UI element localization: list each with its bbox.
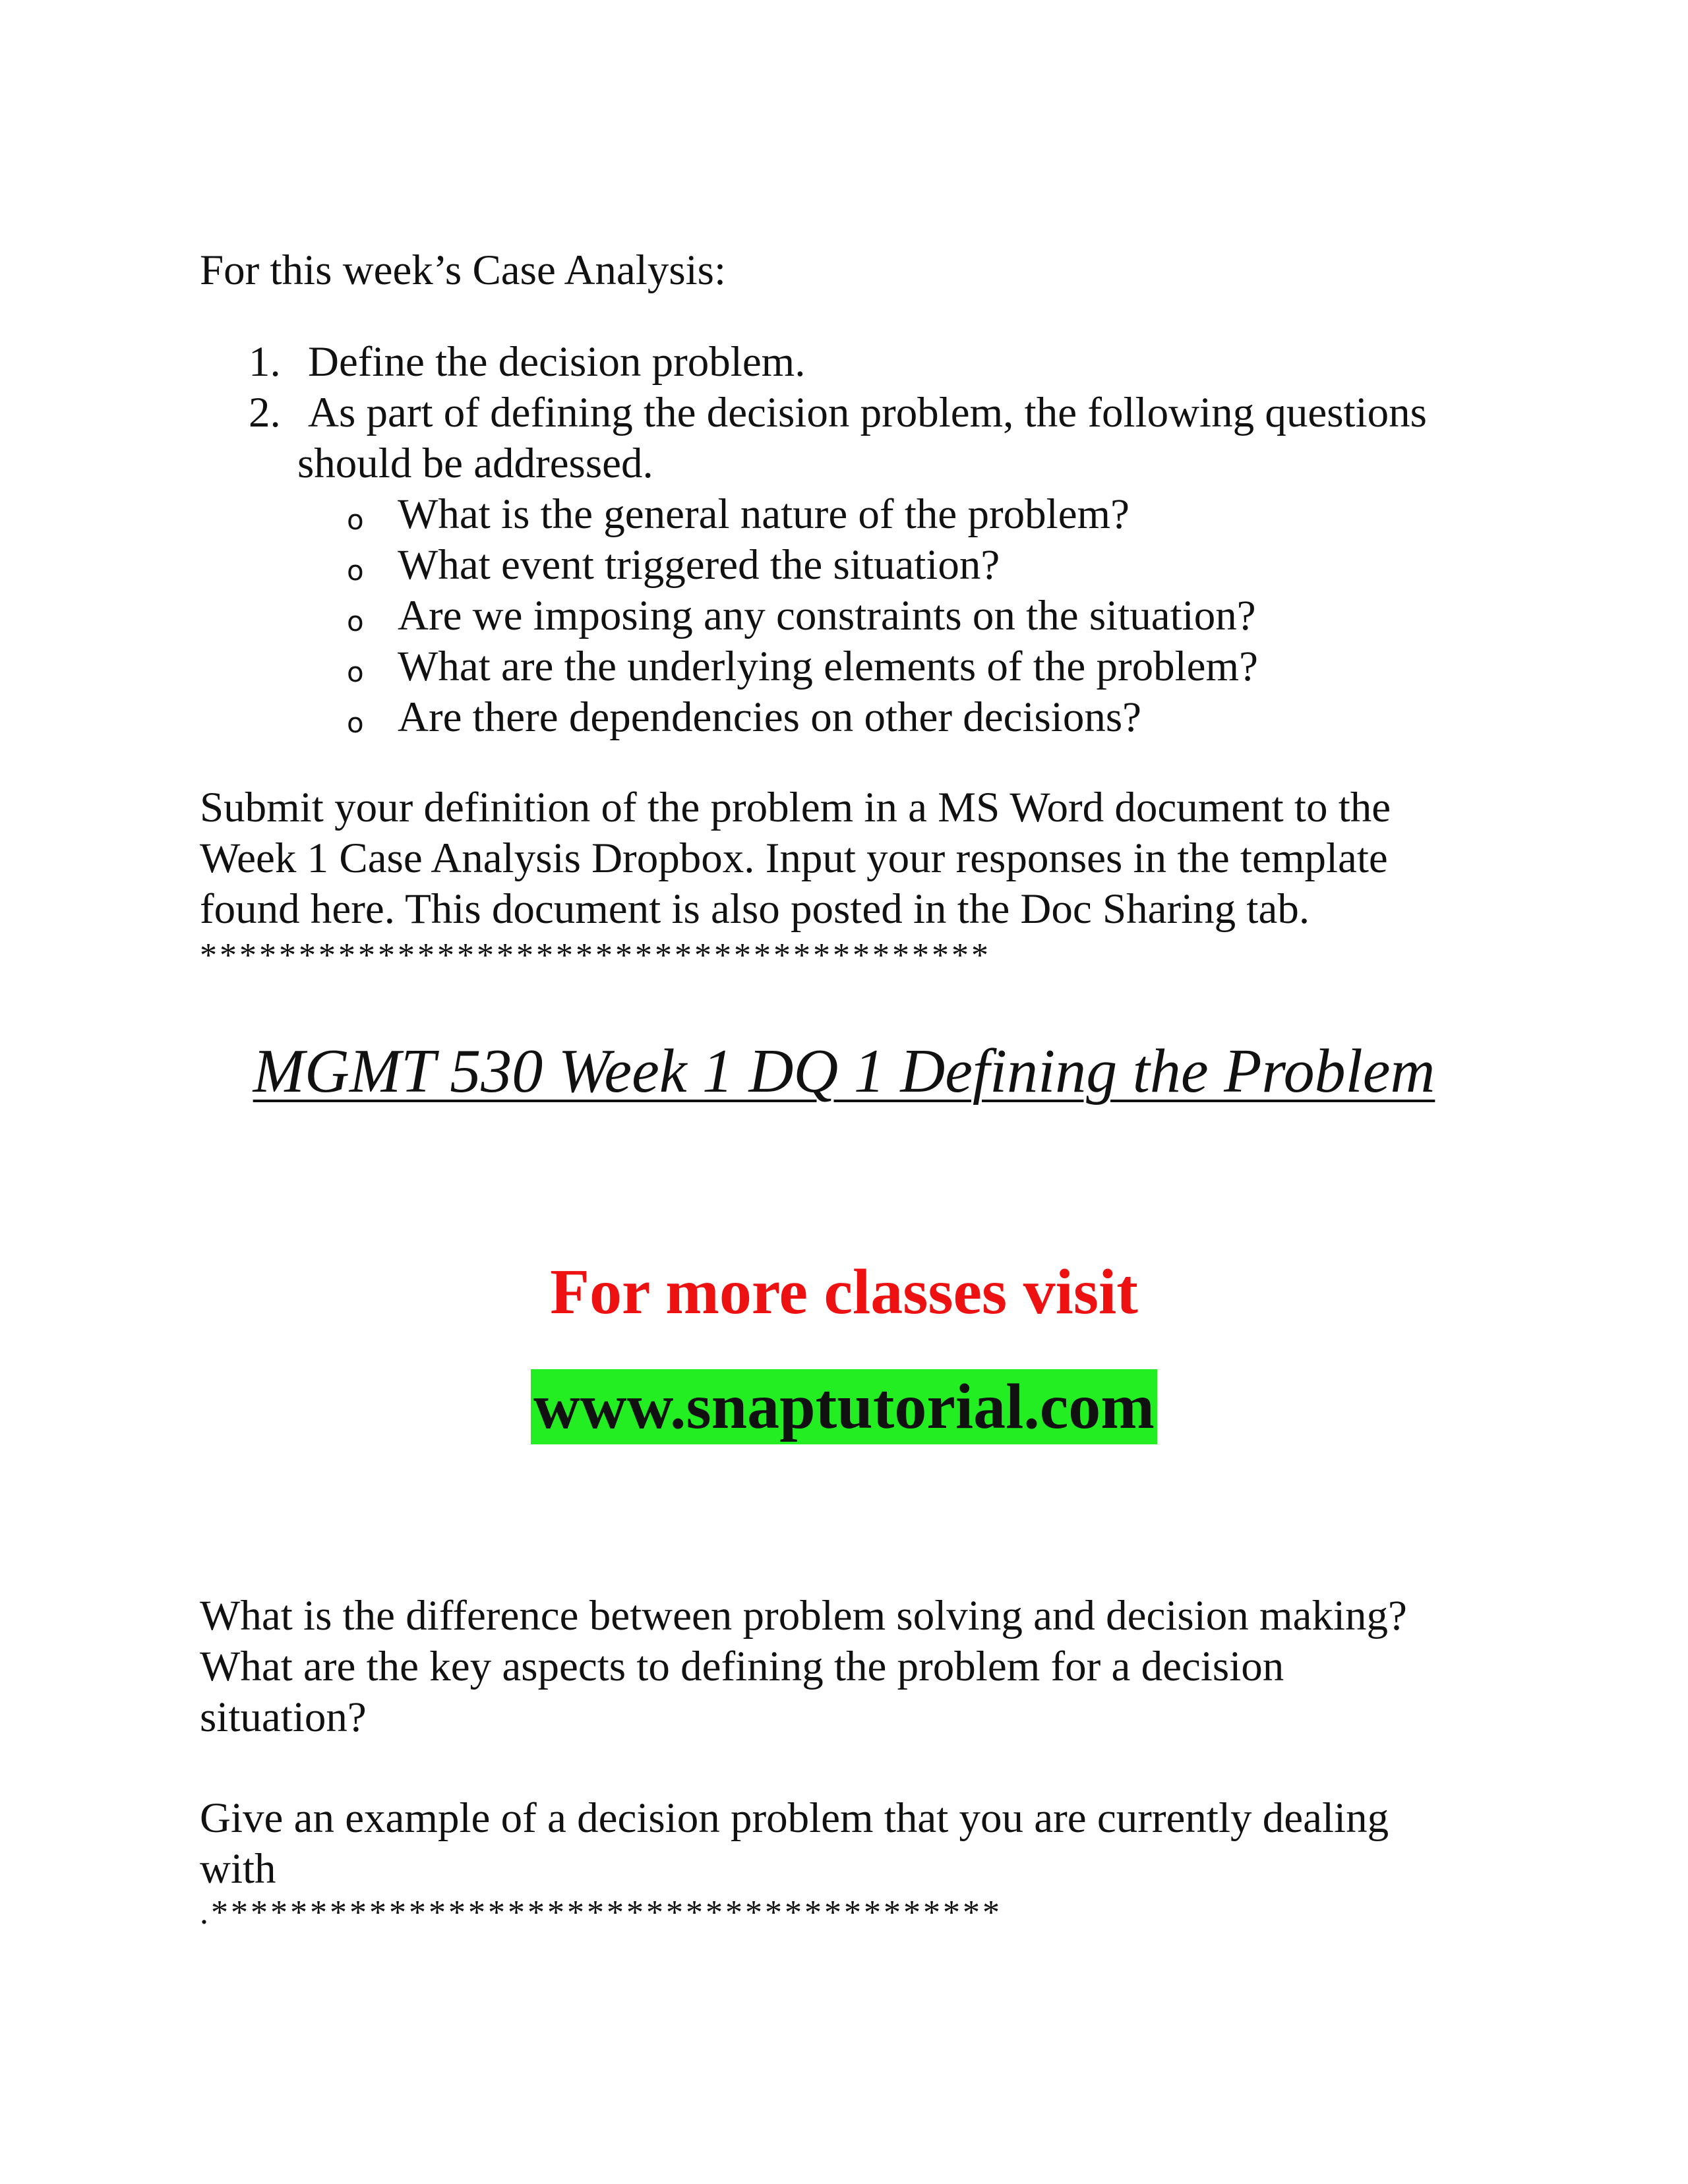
list-item <box>200 540 1519 591</box>
question-line: situation? <box>200 1694 367 1741</box>
list-item <box>200 692 1519 743</box>
discussion-question <box>200 1591 1519 1743</box>
steps-list <box>200 337 1519 489</box>
circle-bullet-icon: o <box>347 707 364 739</box>
question-line: What is the difference between problem solving and decision making? <box>200 1592 1407 1639</box>
website-link[interactable]: www.snaptutorial.com <box>531 1369 1157 1444</box>
separator-bottom: .**************************************** <box>200 1894 1002 1932</box>
url-container <box>0 1369 1688 1444</box>
example-line: with <box>200 1845 276 1893</box>
example-prompt <box>200 1793 1519 1895</box>
step-item-1 <box>200 337 1519 388</box>
circle-bullet-icon: o <box>347 656 364 688</box>
question-text: What is the general nature of the problem? <box>398 490 1130 538</box>
question-text: What event triggered the situation? <box>398 541 1000 589</box>
step-text-line-1: As part of defining the decision problem, the following questions <box>308 389 1427 436</box>
question-text: What are the underlying elements of the problem? <box>398 643 1258 690</box>
list-item <box>200 489 1519 540</box>
step-item-2 <box>200 388 1519 489</box>
question-text: Are we imposing any constraints on the situation? <box>398 592 1256 639</box>
step-text: Define the decision problem. <box>308 338 806 386</box>
question-line: What are the key aspects to defining the problem for a decision <box>200 1643 1284 1690</box>
list-item <box>200 591 1519 641</box>
separator-top: **************************************** <box>200 937 991 974</box>
example-line: Give an example of a decision problem that you are currently dealing <box>200 1794 1389 1842</box>
questions-list <box>200 489 1519 743</box>
step-number: 2. <box>249 389 281 436</box>
submit-line: Week 1 Case Analysis Dropbox. Input your responses in the template <box>200 835 1388 882</box>
submit-instructions <box>200 782 1519 935</box>
submit-line: found here. This document is also posted in the Doc Sharing tab. <box>200 885 1310 933</box>
circle-bullet-icon: o <box>347 605 364 637</box>
question-text: Are there dependencies on other decisions? <box>398 694 1142 741</box>
list-item <box>200 641 1519 692</box>
circle-bullet-icon: o <box>347 504 364 536</box>
submit-line: Submit your definition of the problem in a MS Word document to the <box>200 784 1391 831</box>
circle-bullet-icon: o <box>347 554 364 587</box>
page-title: MGMT 530 Week 1 DQ 1 Defining the Problem <box>253 1037 1435 1106</box>
step-text-line-2: should be addressed. <box>297 440 653 487</box>
intro-heading: For this week’s Case Analysis: <box>200 247 727 294</box>
step-number: 1. <box>249 338 281 386</box>
visit-heading: For more classes visit <box>550 1256 1138 1328</box>
